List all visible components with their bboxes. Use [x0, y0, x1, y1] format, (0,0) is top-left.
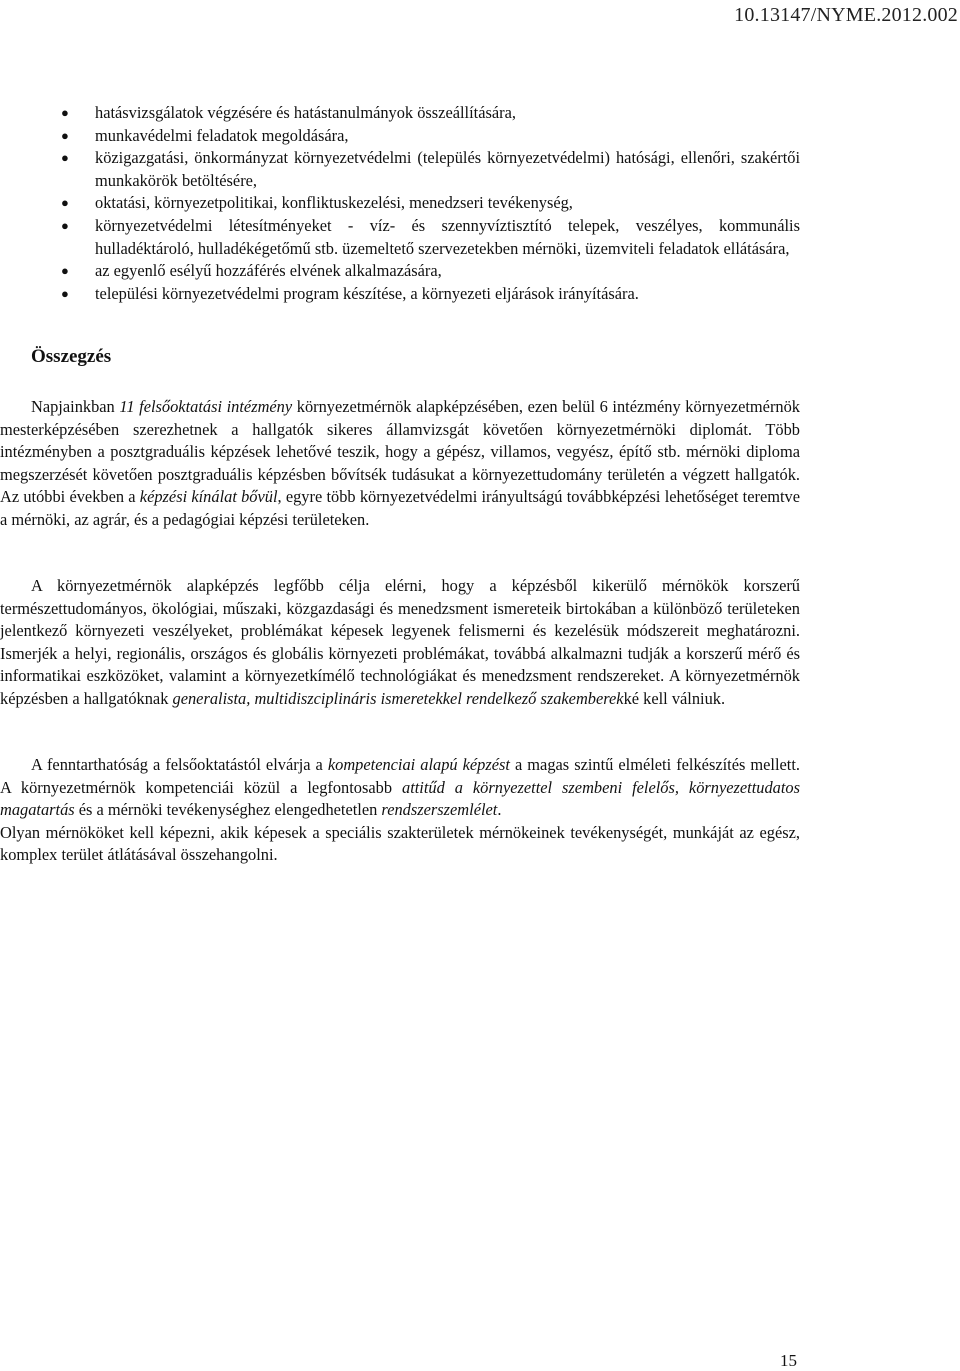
italic-text: attitűd a környezettel szembeni felelős, környezettudatos magatartás	[0, 777, 800, 820]
paragraph-1	[0, 396, 800, 532]
bullet-icon: ●	[61, 105, 69, 120]
text-span: .	[497, 800, 502, 820]
list-item-text: oktatási, környezetpolitikai, konfliktuskezelési, menedzseri tevékenység,	[95, 193, 573, 213]
text-span: ké kell válniuk.	[623, 688, 726, 708]
text-span: és a mérnöki tevékenységhez elengedhetetlen	[74, 800, 382, 820]
paragraph-competencies	[0, 754, 800, 867]
paragraph-2	[0, 575, 800, 711]
text-span: környezetmérnök alapképzésében, ezen belül 6 intézmény környezetmérnök mesterképzésében szerezhetnek a hallgatók sikeres államvizsgát követően környezetmérnöki diplomát. Több intézményben a posztgraduális képzések lehetővé teszik, hogy a gépész, villamos, vegyész, építő stb. mérnöki diploma megszerzését követően posztgraduális képzésben bővítsék tudásukat a környezettudomány területén a végzett hallgatók. Az utóbbi években a	[0, 397, 800, 507]
bullet-icon: ●	[61, 150, 69, 166]
text-span: , egyre több környezetvédelmi irányultságú továbbképzési lehetőséget teremtve a mérnöki, az agrár, és a pedagógiai képzési területeken.	[0, 487, 800, 529]
list-item	[0, 283, 960, 306]
list-item-text: munkavédelmi feladatok megoldására,	[95, 125, 349, 145]
bullet-icon: ●	[61, 285, 69, 301]
list-item	[0, 260, 960, 283]
text-span: Napjainkban	[31, 397, 120, 416]
italic-text: rendszerszemlélet	[381, 800, 498, 820]
italic-text: generalista, multidiszciplináris ismeretekkel rendelkező szakemberek	[172, 688, 624, 708]
italic-text: képzési kínálat bővül	[139, 487, 278, 507]
list-item	[0, 102, 960, 125]
list-item-text: környezetvédelmi létesítményeket - víz- és szennyvíztisztító telepek, veszélyes, kommunális hulladéktároló, hulladékégetőmű stb. üzemeltető szervezetekben mérnöki, üzemviteli feladatok ellátására,	[95, 215, 800, 258]
list-item-text: az egyenlő esélyű hozzáférés elvének alkalmazására,	[95, 261, 442, 281]
list-item	[0, 125, 960, 148]
paragraph-4: Olyan mérnököket kell képezni, akik képesek a speciális szakterületek mérnökeinek tevékenységét, munkáját az egész, komplex terület átlátásával összehangolni.	[0, 822, 800, 865]
list-item-text: közigazgatási, önkormányzat környezetvédelmi (település környezetvédelmi) hatósági, ellenőri, szakértői munkakörök betöltésére,	[95, 148, 800, 190]
list-item	[0, 192, 960, 215]
list-item-text: települési környezetvédelmi program készítése, a környezeti eljárások irányítására.	[95, 283, 639, 303]
bullet-icon: ●	[61, 263, 69, 279]
list-item	[0, 215, 960, 260]
paragraph-goals	[0, 575, 800, 711]
text-span: A környezetmérnök alapképzés legfőbb célja elérni, hogy a képzésből kikerülő mérnökök korszerű természettudományos, ökológiai, műszaki, közgazdasági és menedzsment ismereteik birtokában a különböző területeken jelentkező környezeti veszélyeket, problémákat képesek legyenek felismerni és kezelésük módszereit meghatározni. Ismerjék a helyi, regionális, országos és globális környezeti problémákat, továbbá alkalmazni tudják a korszerű mérő és informatikai eszközöket, valamint a környezetkímélő technológiákat és menedzsment rendszereket. A környezetmérnök képzésben a hallgatóknak	[0, 576, 800, 708]
paragraph-summary	[0, 396, 800, 532]
doi-header: 10.13147/NYME.2012.002	[734, 4, 958, 26]
list-item	[0, 147, 960, 192]
bullet-list	[0, 102, 960, 305]
paragraph-3	[0, 754, 800, 822]
text-span: a magas szintű elméleti felkészítés mellett. A környezetmérnök kompetenciái közül a legfontosabb	[0, 755, 800, 797]
bullet-icon: ●	[61, 195, 69, 211]
bullet-icon: ●	[61, 127, 69, 143]
text-span: A fenntarthatóság a felsőoktatástól elvárja a	[31, 755, 328, 774]
list-item-text: hatásvizsgálatok végzésére és hatástanulmányok összeállítására,	[95, 103, 516, 122]
italic-text: 11 felsőoktatási intézmény	[119, 397, 293, 416]
section-heading: Összegzés	[31, 346, 112, 367]
italic-text: kompetenciai alapú képzést	[327, 755, 510, 774]
page-number: 15	[780, 1351, 797, 1370]
bullet-icon: ●	[61, 217, 69, 233]
